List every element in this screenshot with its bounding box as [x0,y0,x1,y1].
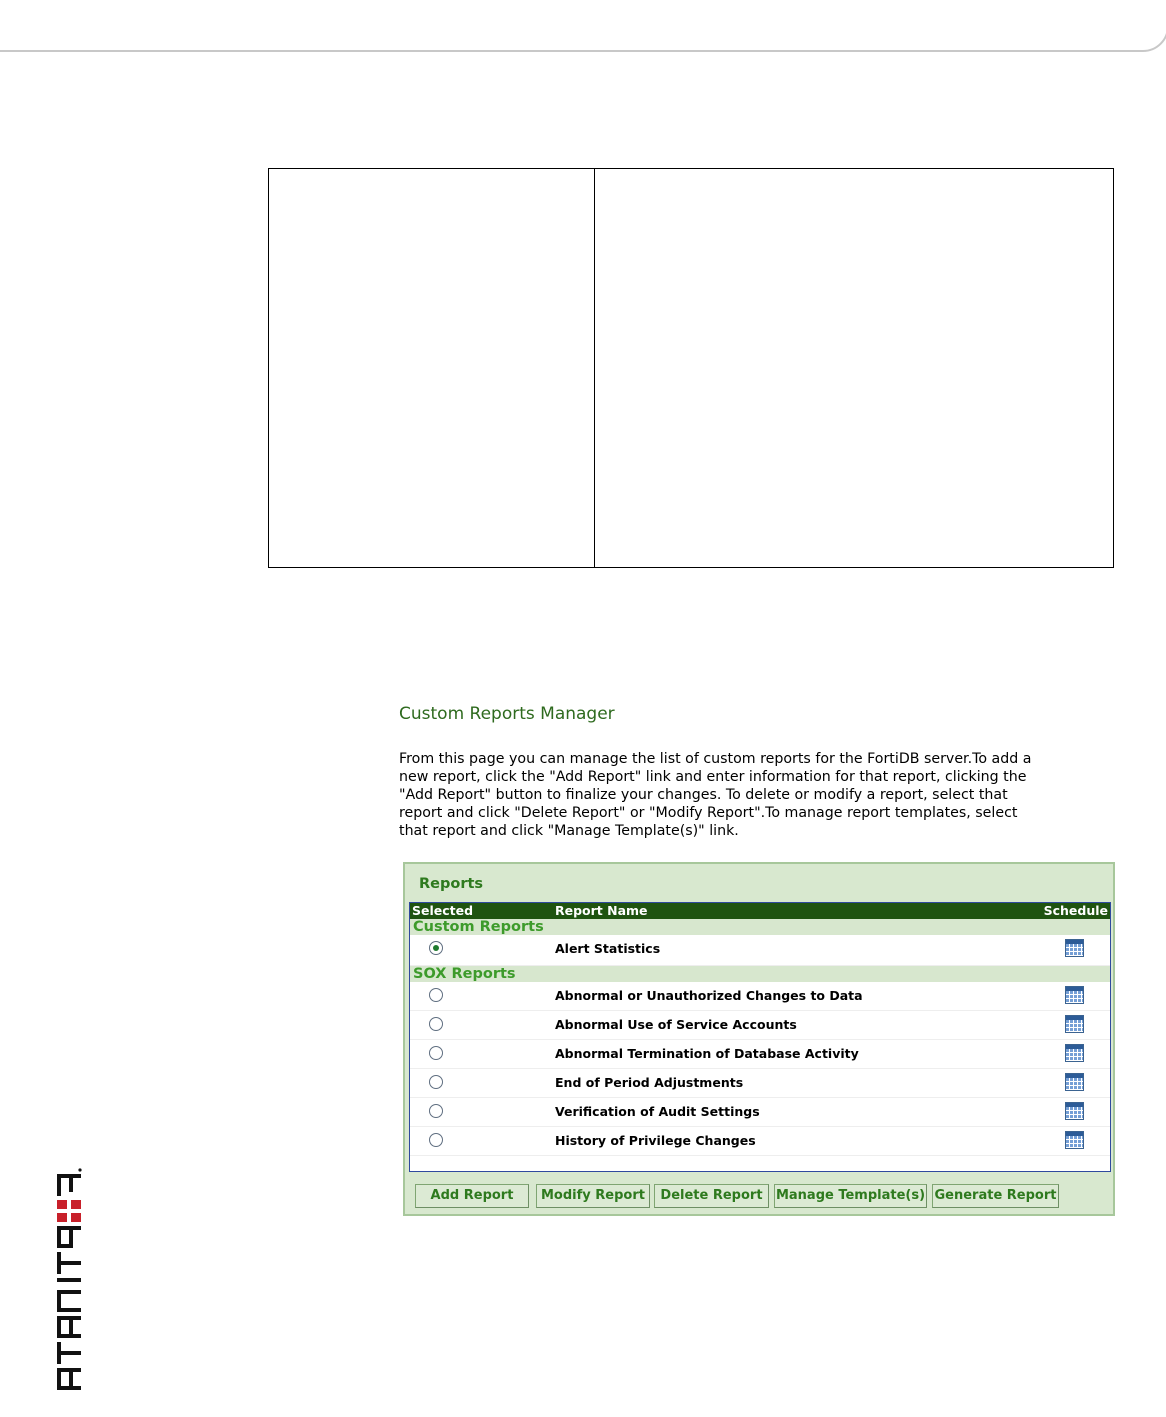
delete-report-button[interactable]: Delete Report [654,1184,769,1208]
calendar-icon[interactable] [1065,1015,1084,1033]
calendar-icon[interactable] [1065,1073,1084,1091]
column-header-report-name: Report Name [555,903,648,918]
select-radio[interactable] [429,941,443,955]
report-name: History of Privilege Changes [555,1133,756,1148]
generate-report-button[interactable]: Generate Report [932,1184,1059,1208]
description-line: "Add Report" button to finalize your changes. To delete or modify a report, select that [399,787,1008,803]
modify-report-button[interactable]: Modify Report [536,1184,650,1208]
section-sox-reports: SOX Reports [410,966,1110,982]
table-row[interactable] [410,1098,1110,1127]
report-name: Verification of Audit Settings [555,1104,760,1119]
select-radio[interactable] [429,1104,443,1118]
page-description [399,750,1139,840]
description-line: that report and click "Manage Template(s)" link. [399,823,739,839]
column-header-selected: Selected [412,903,474,918]
select-radio[interactable] [429,1017,443,1031]
page-header-band [0,0,1166,52]
add-report-button[interactable]: Add Report [415,1184,529,1208]
table-row[interactable] [410,935,1110,966]
table-row[interactable] [410,982,1110,1011]
reports-panel [403,862,1115,1216]
report-name: End of Period Adjustments [555,1075,744,1090]
calendar-icon[interactable] [1065,1131,1084,1149]
calendar-icon[interactable] [1065,1044,1084,1062]
column-header-schedule: Schedule [1043,903,1108,918]
table-column-divider [594,169,595,567]
report-name: Abnormal Termination of Database Activity [555,1046,859,1061]
page-title: Custom Reports Manager [399,704,615,724]
grid-header-row [410,903,1110,919]
calendar-icon[interactable] [1065,986,1084,1004]
table-row[interactable] [410,1011,1110,1040]
report-name: Abnormal or Unauthorized Changes to Data [555,988,863,1003]
reports-panel-title: Reports [419,876,484,892]
description-line: report and click "Delete Report" or "Modify Report".To manage report templates, select [399,805,1018,821]
select-radio[interactable] [429,1133,443,1147]
report-name: Alert Statistics [555,941,661,956]
description-line: new report, click the "Add Report" link and enter information for that report, clicking the [399,769,1027,785]
select-radio[interactable] [429,1075,443,1089]
select-radio[interactable] [429,1046,443,1060]
manage-templates-button[interactable]: Manage Template(s) [774,1184,927,1208]
select-radio[interactable] [429,988,443,1002]
table-row[interactable] [410,1040,1110,1069]
table-row[interactable] [410,1069,1110,1098]
table-row[interactable] [410,1127,1110,1156]
section-custom-reports: Custom Reports [410,919,1110,935]
empty-two-column-table [268,168,1114,568]
description-line: From this page you can manage the list of custom reports for the FortiDB server.To add a [399,751,1032,767]
reports-grid [409,902,1111,1172]
report-name: Abnormal Use of Service Accounts [555,1017,797,1032]
calendar-icon[interactable] [1065,939,1084,957]
calendar-icon[interactable] [1065,1102,1084,1120]
fortinet-logo [55,1168,83,1416]
